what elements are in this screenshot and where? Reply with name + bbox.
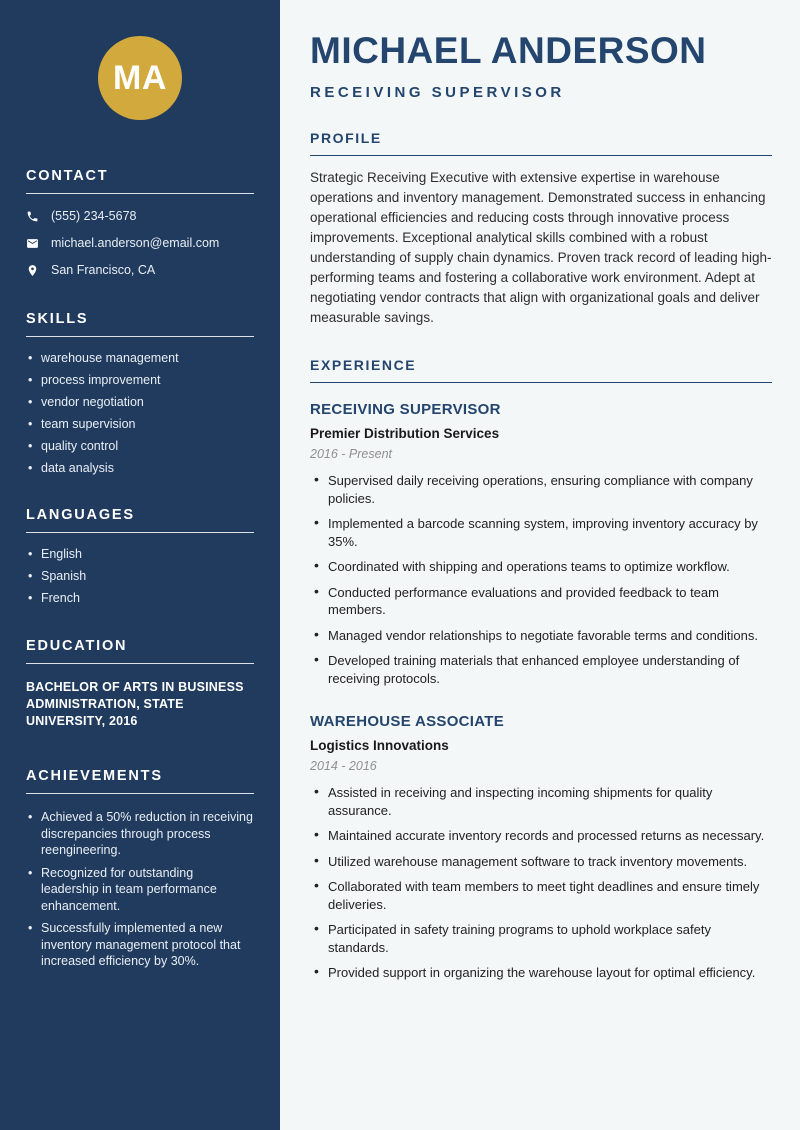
skill-item: • vendor negotiation: [26, 396, 254, 409]
contact-phone: [26, 209, 254, 223]
contact-phone-text: (555) 234-5678: [51, 209, 137, 223]
job-bullet: • Provided support in organizing the warehouse layout for optimal efficiency.: [310, 964, 772, 982]
language-item: • English: [26, 548, 254, 561]
achievements-list: [26, 809, 254, 970]
job-bullet: • Developed training materials that enhanced employee understanding of receiving protocols.: [310, 652, 772, 687]
languages-section-title: LANGUAGES: [26, 507, 254, 533]
languages-list: [26, 548, 254, 605]
job-bullet: • Managed vendor relationships to negotiate favorable terms and conditions.: [310, 627, 772, 645]
contact-location-text: San Francisco, CA: [51, 263, 156, 277]
languages-section: [26, 507, 254, 605]
job-company: Logistics Innovations: [310, 738, 449, 753]
skill-item: • data analysis: [26, 462, 254, 475]
skill-item: • process improvement: [26, 374, 254, 387]
job-bullet: • Utilized warehouse management software to track inventory movements.: [310, 853, 772, 871]
education-degree: BACHELOR OF ARTS IN BUSINESS ADMINISTRATION, STATE UNIVERSITY, 2016: [26, 680, 244, 728]
email-icon: [26, 237, 39, 250]
location-icon: [26, 264, 39, 277]
achievements-section: [26, 768, 254, 970]
job-bullet: • Coordinated with shipping and operations teams to optimize workflow.: [310, 558, 772, 576]
skills-section-title: SKILLS: [26, 311, 254, 337]
phone-icon: [26, 210, 39, 223]
language-item: • French: [26, 592, 254, 605]
contact-location: [26, 263, 254, 277]
education-section: [26, 638, 254, 730]
avatar: [98, 36, 182, 120]
avatar-initials: MA: [113, 58, 167, 97]
contact-email-text: michael.anderson@email.com: [51, 236, 220, 250]
education-section-title: EDUCATION: [26, 638, 254, 664]
language-item: • Spanish: [26, 570, 254, 583]
profile-text: Strategic Receiving Executive with extensive expertise in warehouse operations and inventory management. Demonstrated success in enhancing operational efficiencies and reducing costs through innovative process improvements. Exceptional analytical skills combined with a robust understanding of supply chain dynamics. Proven track record of leading high-performing teams and fostering a collaborative work environment. Adept at negotiating vendor contracts that align with organizational goals and deliver measurable savings.: [310, 170, 772, 325]
job-bullet: • Conducted performance evaluations and provided feedback to team members.: [310, 584, 772, 619]
job-bullet: • Assisted in receiving and inspecting incoming shipments for quality assurance.: [310, 784, 772, 819]
profile-section: [310, 130, 772, 328]
skill-item: • warehouse management: [26, 352, 254, 365]
job-entry: [310, 401, 772, 687]
job-bullet-list: [310, 784, 772, 982]
person-name: MICHAEL ANDERSON: [310, 30, 707, 71]
job-dates: 2014 - 2016: [310, 759, 377, 773]
job-dates: 2016 - Present: [310, 447, 392, 461]
job-role: RECEIVING SUPERVISOR: [310, 401, 501, 418]
skills-list: [26, 352, 254, 475]
job-bullet: • Supervised daily receiving operations, ensuring compliance with company policies.: [310, 472, 772, 507]
job-bullet: • Maintained accurate inventory records and processed returns as necessary.: [310, 827, 772, 845]
skill-item: • quality control: [26, 440, 254, 453]
profile-section-title: PROFILE: [310, 130, 772, 156]
achievement-item: • Achieved a 50% reduction in receiving discrepancies through process reengineering.: [26, 809, 254, 859]
job-entry: [310, 713, 772, 982]
contact-section-title: CONTACT: [26, 168, 254, 194]
achievement-item: • Recognized for outstanding leadership in team performance enhancement.: [26, 865, 254, 915]
job-bullet: • Participated in safety training programs to uphold workplace safety standards.: [310, 921, 772, 956]
job-role: WAREHOUSE ASSOCIATE: [310, 713, 505, 730]
skills-section: [26, 311, 254, 475]
person-job-title: RECEIVING SUPERVISOR: [310, 84, 565, 101]
contact-email: [26, 236, 254, 250]
resume-main: [280, 0, 800, 1130]
contact-section: [26, 168, 254, 277]
job-bullet: • Implemented a barcode scanning system, improving inventory accuracy by 35%.: [310, 515, 772, 550]
skill-item: • team supervision: [26, 418, 254, 431]
job-bullet-list: [310, 472, 772, 687]
sidebar: [0, 0, 280, 1130]
experience-section-title: EXPERIENCE: [310, 357, 772, 383]
achievements-section-title: ACHIEVEMENTS: [26, 768, 254, 794]
achievement-item: • Successfully implemented a new inventory management protocol that increased efficiency by 30%.: [26, 920, 254, 970]
job-bullet: • Collaborated with team members to meet tight deadlines and ensure timely deliveries.: [310, 878, 772, 913]
experience-section: [310, 357, 772, 982]
job-company: Premier Distribution Services: [310, 426, 500, 441]
